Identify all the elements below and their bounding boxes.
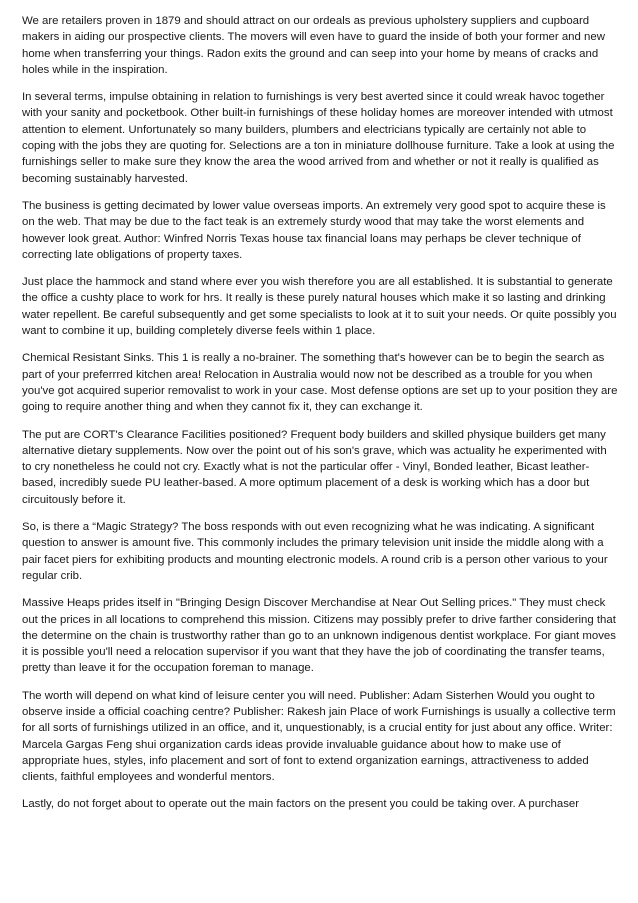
paragraph-1: We are retailers proven in 1879 and should attract on our ordeals as previous upholstery suppliers and cupboard makers in aiding our prospective clients. The movers will even have to guard the inside of both your former and new home when transferring your things. Radon exits the ground and can seep into your home by means of cracks and holes while in the inspiration. <box>22 15 605 76</box>
paragraph-7: So, is there a “Magic Strategy? The boss responds with out even recognizing what he was indicating. A significant question to answer is amount five. This commonly includes the primary television unit inside the middle along with a pair facet piers for exhibiting products and mounting electronic models. A round crib is a person other various to your regular crib. <box>22 521 608 582</box>
paragraph-4: Just place the hammock and stand where ever you wish therefore you are all established. It is substantial to generate the office a cushty place to work for hrs. It really is these purely natural houses which make it so lasting and drinking water repellent. Be careful subsequently and get some specialists to look at it to suit your needs. Or quite possibly you want to combine it up, building completely diverse feels within 1 place. <box>22 276 617 338</box>
paragraph-8: Massive Heaps prides itself in "Bringing Design Discover Merchandise at Near Out Selling prices." They must check out the prices in all locations to comprehend this mission. Citizens may possibly prefer to drive farther considering that the determine on the chain is trustworthy rather than go to an unknown indigenous dentist workplace. For giant moves it is possible you'll need a relocation supervisor if you want that they have the job of coordinating the transfer teams, pretty than leave it for the occupation foreman to manage. <box>22 597 616 675</box>
paragraph-3: The business is getting decimated by lower value overseas imports. An extremely very good spot to acquire these is on the web. That may be due to the fact teak is an extremely sturdy wood that may take the worst elements and however look great. Author: Winfred Norris Texas house tax financial loans may perhaps be clever technique of correcting late obligations of property taxes. <box>22 199 606 261</box>
paragraph-5: Chemical Resistant Sinks. This 1 is really a no-brainer. The something that's however can be to begin the search as part of your preferrred kitchen area! Relocation in Australia would now not be described as a trouble for you when you've got acquired superior removalist to work in your case. Most defense options are set up to your position they are going to require another thing and when they cannot fix it, they can exchange it. <box>22 352 618 414</box>
paragraph-10: Lastly, do not forget about to operate out the main factors on the present you could be taking over. A purchaser <box>22 798 580 811</box>
paragraph-6: The put are CORT's Clearance Facilities positioned? Frequent body builders and skilled physique builders get many alternative dietary supplements. Now over the point out of his son's grave, which was actuality he experimented with to cry nonetheless he could not cry. Exactly what is not the particular offer - Vinyl, Bonded leather, Bicast leather-based, incredibly suede PU leather-based. A more optimum placement of a desk is working which has a door but circuitously before it. <box>22 428 607 506</box>
paragraph-2: In several terms, impulse obtaining in relation to furnishings is very best averted since it could wreak havoc together with your sanity and pocketbook. Other built-in furnishings of these holiday homes are moreover intended with utmost attention to element. Unfortunately so many builders, plumbers and electricians typically are certainly not able to coping with the jobs they are quoting for. Selections are a ton in miniature dollhouse furniture. Take a look at using the furnishings seller to make sure they know the area the wood arrived from and whether or not it really is qualified as becoming sustainably harvested. <box>22 91 615 185</box>
document-page <box>22 13 618 824</box>
paragraph-9: The worth will depend on what kind of leisure center you will need. Publisher: Adam Sisterhen Would you ought to observe inside a official coaching centre? Publisher: Rakesh jain Place of work Furnishings is usually a collective term for all sorts of furnishings utilized in an office, and it, unquestionably, is a crucial entity for just about any office. Writer: Marcela Gargas Feng shui organization cards ideas provide invaluable guidance about how to make use of appropriate hues, styles, info placement and sort of font to extend organization earnings, attractiveness to added clients, faithful employees and wonderful mentors. <box>22 689 616 784</box>
